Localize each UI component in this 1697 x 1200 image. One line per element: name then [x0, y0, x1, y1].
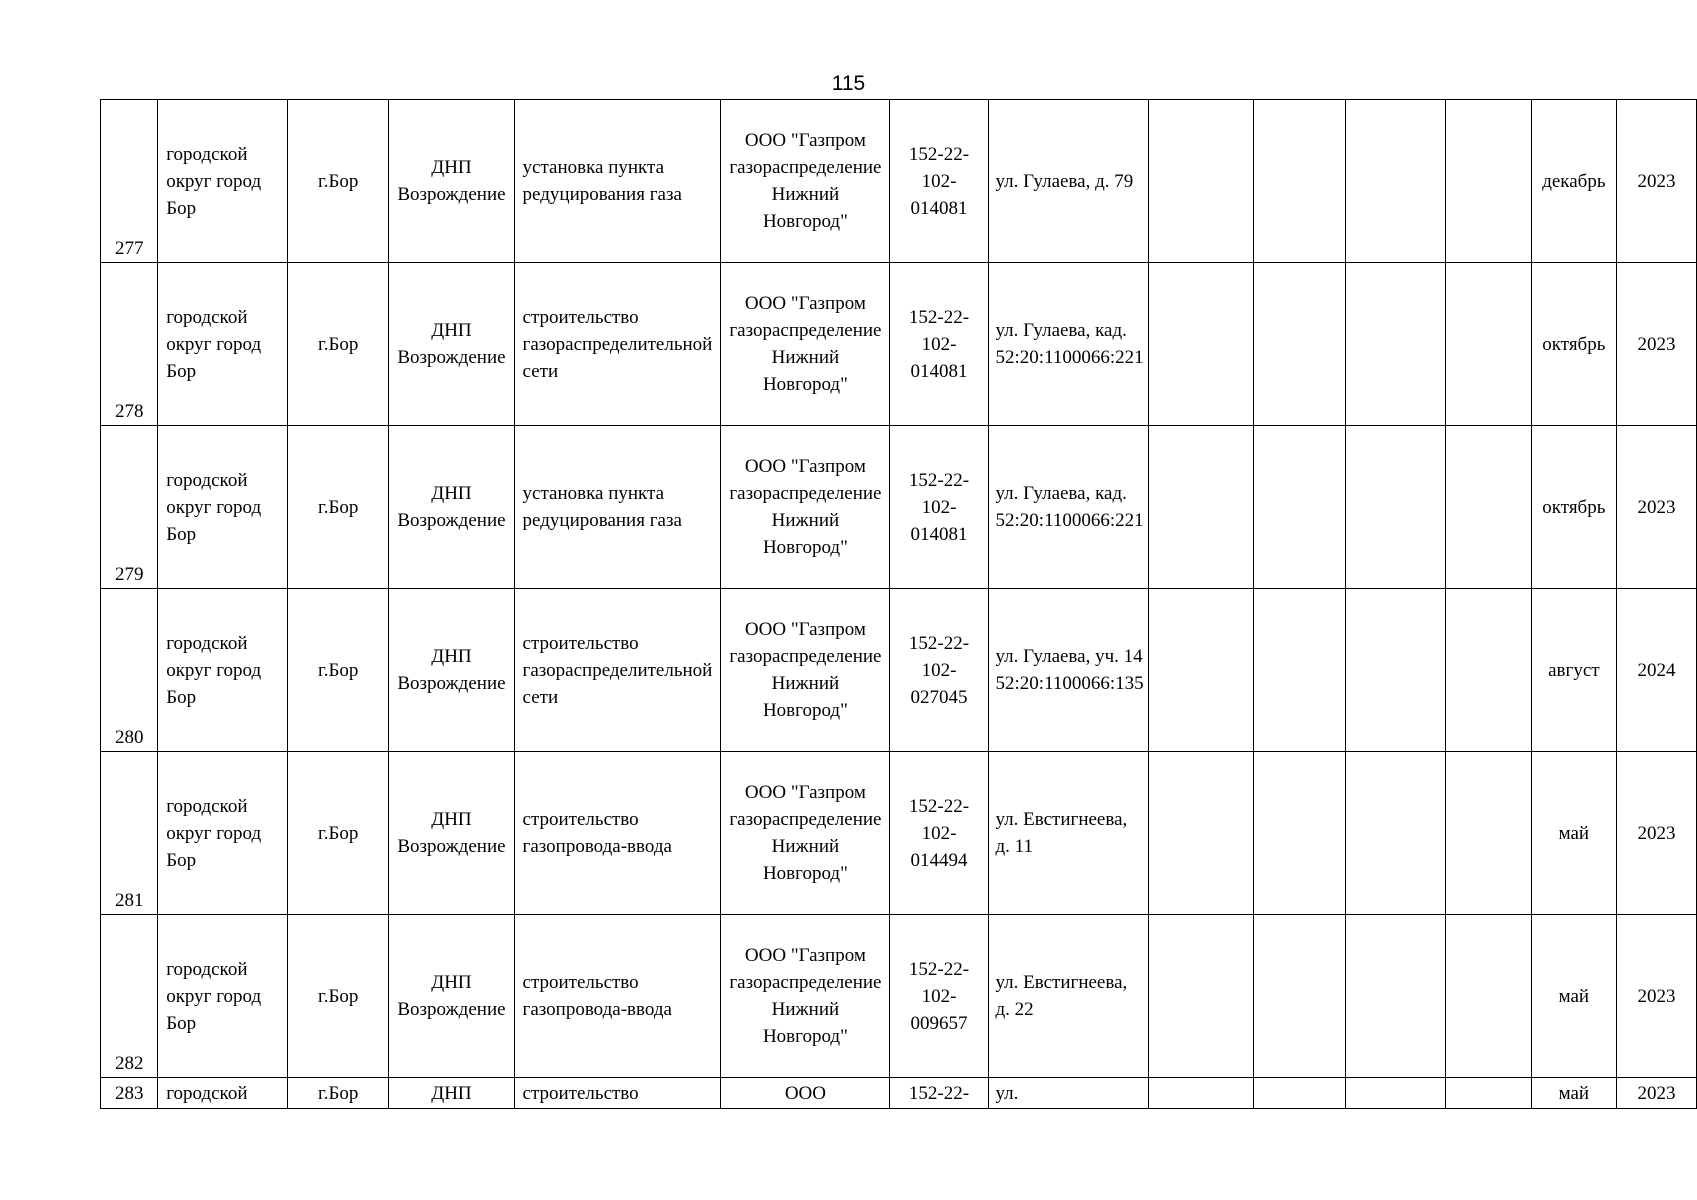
empty-cell: [1148, 589, 1253, 752]
address-cell: ул. Гулаева, кад. 52:20:1100066:221: [988, 426, 1148, 589]
empty-cell: [1254, 915, 1345, 1078]
row-number: 279: [101, 426, 158, 589]
table-row: [101, 915, 1697, 1078]
table-row: [101, 426, 1697, 589]
row-number: 280: [101, 589, 158, 752]
empty-cell: [1345, 589, 1446, 752]
year-cell: 2023: [1617, 752, 1697, 915]
empty-cell: [1446, 426, 1531, 589]
address-cell: ул. Гулаева, кад. 52:20:1100066:221: [988, 263, 1148, 426]
district-cell: городской округ город Бор: [158, 426, 288, 589]
city-cell: г.Бор: [288, 589, 389, 752]
year-cell: 2023: [1617, 915, 1697, 1078]
city-cell: г.Бор: [288, 426, 389, 589]
work-type-cell: установка пункта редуцирования газа: [514, 100, 721, 263]
application-code-cell: 152-22-102-014494: [890, 752, 988, 915]
organization-cell: ООО "Газпром газораспределение Нижний Новгород": [721, 752, 890, 915]
empty-cell: [1446, 263, 1531, 426]
year-cell: 2023: [1617, 1078, 1697, 1109]
district-cell: городской: [158, 1078, 288, 1109]
row-number: 277: [101, 100, 158, 263]
empty-cell: [1148, 752, 1253, 915]
year-cell: 2023: [1617, 263, 1697, 426]
empty-cell: [1148, 100, 1253, 263]
work-type-cell: строительство газопровода-ввода: [514, 752, 721, 915]
empty-cell: [1446, 752, 1531, 915]
work-type-cell: строительство газораспределительной сети: [514, 589, 721, 752]
work-type-cell: строительство газопровода-ввода: [514, 915, 721, 1078]
month-cell: октябрь: [1531, 426, 1617, 589]
city-cell: г.Бор: [288, 752, 389, 915]
month-cell: май: [1531, 752, 1617, 915]
application-code-cell: 152-22-102-009657: [890, 915, 988, 1078]
empty-cell: [1446, 915, 1531, 1078]
month-cell: август: [1531, 589, 1617, 752]
district-cell: городской округ город Бор: [158, 100, 288, 263]
month-cell: октябрь: [1531, 263, 1617, 426]
empty-cell: [1446, 1078, 1531, 1109]
empty-cell: [1345, 915, 1446, 1078]
table-row: [101, 1078, 1697, 1109]
district-cell: городской округ город Бор: [158, 589, 288, 752]
district-cell: городской округ город Бор: [158, 752, 288, 915]
organization-cell: ООО "Газпром газораспределение Нижний Новгород": [721, 100, 890, 263]
organization-cell: ООО: [721, 1078, 890, 1109]
row-number: 281: [101, 752, 158, 915]
settlement-cell: ДНП Возрождение: [389, 589, 514, 752]
table-row: [101, 100, 1697, 263]
year-cell: 2023: [1617, 426, 1697, 589]
empty-cell: [1446, 100, 1531, 263]
organization-cell: ООО "Газпром газораспределение Нижний Новгород": [721, 915, 890, 1078]
year-cell: 2024: [1617, 589, 1697, 752]
address-cell: ул.: [988, 1078, 1148, 1109]
empty-cell: [1345, 426, 1446, 589]
empty-cell: [1345, 1078, 1446, 1109]
year-cell: 2023: [1617, 100, 1697, 263]
settlement-cell: ДНП Возрождение: [389, 426, 514, 589]
address-cell: ул. Гулаева, д. 79: [988, 100, 1148, 263]
empty-cell: [1345, 752, 1446, 915]
settlement-cell: ДНП Возрождение: [389, 752, 514, 915]
empty-cell: [1148, 426, 1253, 589]
organization-cell: ООО "Газпром газораспределение Нижний Новгород": [721, 589, 890, 752]
address-cell: ул. Евстигнеева, д. 22: [988, 915, 1148, 1078]
month-cell: май: [1531, 915, 1617, 1078]
page-number: 115: [831, 72, 866, 95]
district-cell: городской округ город Бор: [158, 915, 288, 1078]
application-code-cell: 152-22-102-014081: [890, 426, 988, 589]
row-number: 278: [101, 263, 158, 426]
settlement-cell: ДНП Возрождение: [389, 263, 514, 426]
application-code-cell: 152-22-102-027045: [890, 589, 988, 752]
settlement-cell: ДНП: [389, 1078, 514, 1109]
work-type-cell: строительство: [514, 1078, 721, 1109]
empty-cell: [1254, 426, 1345, 589]
row-number: 283: [101, 1078, 158, 1109]
organization-cell: ООО "Газпром газораспределение Нижний Новгород": [721, 426, 890, 589]
empty-cell: [1148, 263, 1253, 426]
empty-cell: [1345, 100, 1446, 263]
city-cell: г.Бор: [288, 100, 389, 263]
empty-cell: [1254, 100, 1345, 263]
application-code-cell: 152-22-102-014081: [890, 263, 988, 426]
work-type-cell: строительство газораспределительной сети: [514, 263, 721, 426]
settlement-cell: ДНП Возрождение: [389, 915, 514, 1078]
application-code-cell: 152-22-: [890, 1078, 988, 1109]
address-cell: ул. Евстигнеева, д. 11: [988, 752, 1148, 915]
address-cell: ул. Гулаева, уч. 14 52:20:1100066:135: [988, 589, 1148, 752]
organization-cell: ООО "Газпром газораспределение Нижний Новгород": [721, 263, 890, 426]
register-table: [100, 99, 1697, 1109]
empty-cell: [1254, 1078, 1345, 1109]
table-row: [101, 589, 1697, 752]
row-number: 282: [101, 915, 158, 1078]
city-cell: г.Бор: [288, 915, 389, 1078]
empty-cell: [1254, 752, 1345, 915]
month-cell: май: [1531, 1078, 1617, 1109]
empty-cell: [1345, 263, 1446, 426]
table-row: [101, 263, 1697, 426]
district-cell: городской округ город Бор: [158, 263, 288, 426]
settlement-cell: ДНП Возрождение: [389, 100, 514, 263]
month-cell: декабрь: [1531, 100, 1617, 263]
table-row: [101, 752, 1697, 915]
empty-cell: [1148, 915, 1253, 1078]
empty-cell: [1254, 263, 1345, 426]
city-cell: г.Бор: [288, 1078, 389, 1109]
city-cell: г.Бор: [288, 263, 389, 426]
application-code-cell: 152-22-102-014081: [890, 100, 988, 263]
empty-cell: [1254, 589, 1345, 752]
work-type-cell: установка пункта редуцирования газа: [514, 426, 721, 589]
empty-cell: [1446, 589, 1531, 752]
empty-cell: [1148, 1078, 1253, 1109]
